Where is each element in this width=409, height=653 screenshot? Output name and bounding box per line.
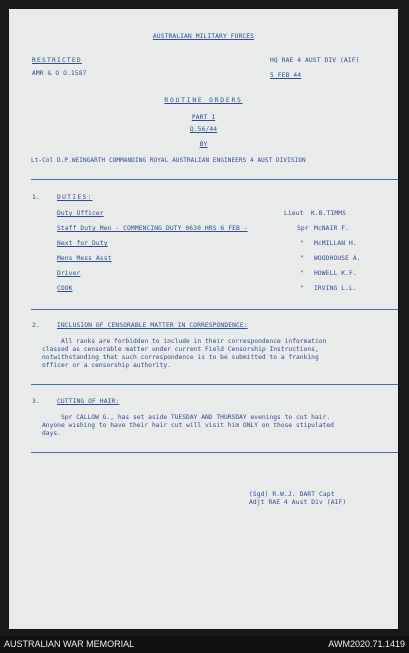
duty-role: COOK (57, 285, 73, 292)
duty-mark: " (300, 285, 304, 292)
duty-mark: " (300, 270, 304, 277)
orders-part: PART 1 (191, 114, 216, 121)
reference-number: AMR & O O.1587 (32, 70, 87, 77)
section-1-heading: DUTIES: (57, 194, 93, 201)
duty-name: McMILLAN H. (314, 240, 357, 247)
footer-accession-number: AWM2020.71.1419 (328, 639, 405, 649)
section-3-line: Anyone wishing to have their hair cut will visit him ONLY on those stipulated (42, 422, 334, 429)
section-2-number: 2. (32, 322, 40, 329)
duty-name: K.B.TIMMS (311, 210, 347, 217)
duty-name: McNAIR F. (314, 225, 350, 232)
orders-heading: ROUTINE ORDERS (164, 97, 243, 104)
duty-mark: Spr (297, 225, 309, 232)
section-2-line: All ranks are forbidden to include in their correspondence information (42, 338, 327, 345)
section-2-line: classed as censorable matter under current Field Censorship Instructions, (42, 346, 319, 353)
commanding-officer: Lt-Col D.P.WEINGARTH COMMANDING ROYAL AUSTRALIAN ENGINEERS 4 AUST DIVISION (31, 157, 306, 164)
duty-name: IRVING L.L. (314, 285, 357, 292)
duty-name: WOODHOUSE A. (314, 255, 361, 262)
signature-title: Adjt RAE 4 Aust Div (AIF) (249, 499, 347, 506)
section-3-line: Spr CALLOW G., has set aside TUESDAY AND THURSDAY evenings to cut hair. (42, 414, 331, 421)
section-2-heading: INCLUSION OF CENSORABLE MATTER IN CORRESPONDENCE: (57, 322, 248, 329)
section-3-number: 3. (32, 398, 40, 405)
section-3-heading: CUTTING OF HAIR: (57, 398, 120, 405)
section-divider (31, 309, 398, 310)
unit-header: HQ RAE 4 AUST DIV (AIF) (270, 57, 360, 64)
duty-role: Mens Mess Asst (57, 255, 112, 262)
document-title: AUSTRALIAN MILITARY FORCES (152, 33, 255, 40)
orders-number: Q.56/44 (189, 126, 218, 133)
orders-by: BY (199, 141, 208, 148)
section-3-line: days. (42, 430, 61, 437)
section-2-line: notwithstanding that such correspondence is to be submitted to a franking (42, 354, 319, 361)
restricted-label: RESTRICTED (32, 57, 82, 64)
duty-role: Staff Duty Men - COMMENCING DUTY 0630 HRS 6 FEB - (57, 225, 248, 232)
signature-line: (Sgd) R.W.J. DART Capt (249, 491, 335, 498)
section-divider (31, 452, 398, 453)
section-divider (31, 179, 398, 180)
document-page (9, 9, 398, 629)
section-divider (31, 384, 398, 385)
section-1-number: 1. (32, 194, 40, 201)
duty-role: Next for Duty (57, 240, 108, 247)
document-date: 5 FEB 44 (270, 72, 302, 79)
archive-footer (0, 636, 409, 653)
duty-mark: Lieut (284, 210, 304, 217)
duty-name: HOWELL K.F. (314, 270, 357, 277)
footer-institution: AUSTRALIAN WAR MEMORIAL (4, 639, 135, 649)
duty-role: Driver (57, 270, 81, 277)
duty-role: Duty Officer (57, 210, 104, 217)
duty-mark: " (300, 240, 304, 247)
duty-mark: " (300, 255, 304, 262)
section-2-line: officer or a censorship authority. (42, 362, 171, 369)
